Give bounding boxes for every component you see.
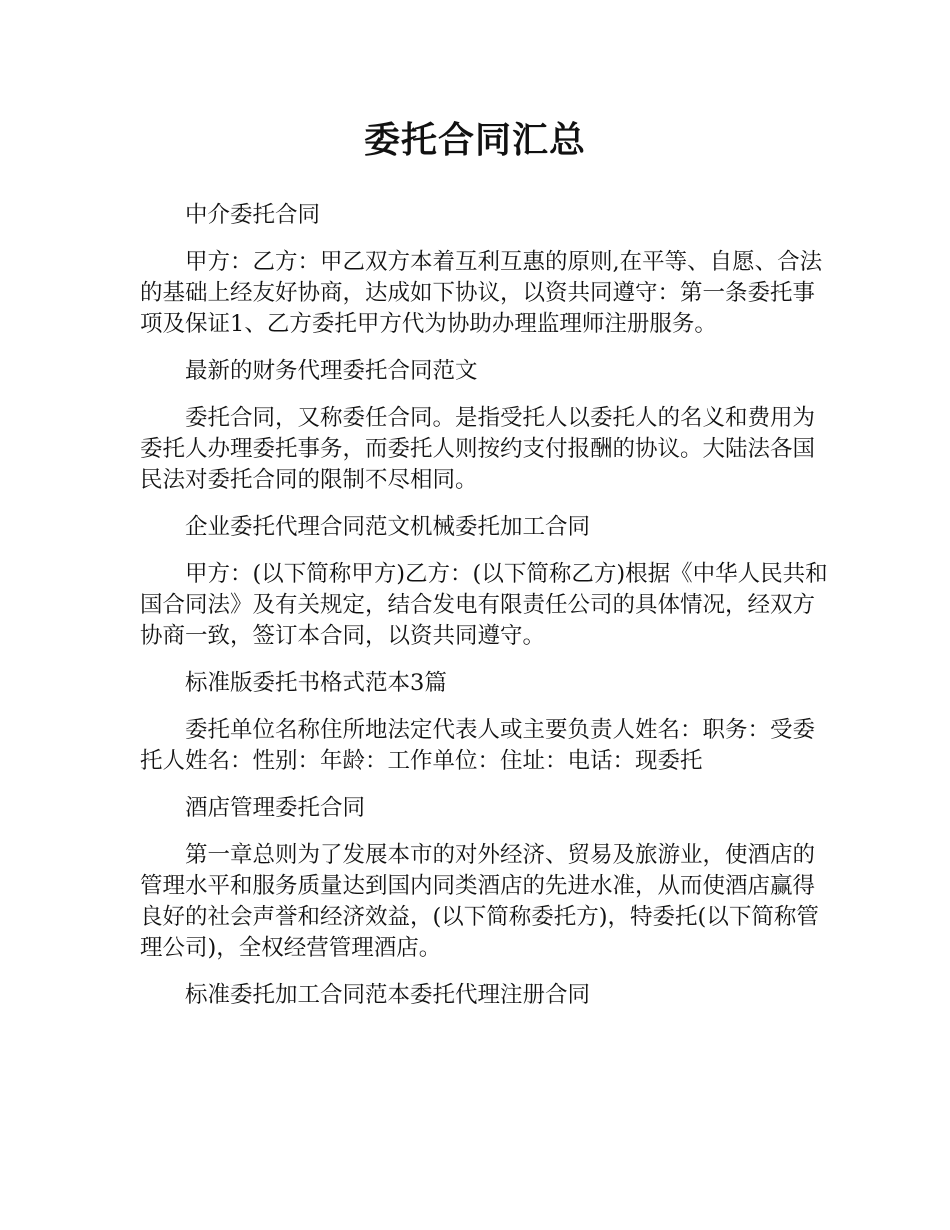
section-paragraph: 甲方：(以下简称甲方)乙方：(以下简称乙方)根据《中华人民共和国合同法》及有关规定，结合发电有限责任公司的具体情况，经双方协商一致，签订本合同，以资共同遵守。 (140, 561, 828, 649)
section-heading: 最新的财务代理委托合同范文 (185, 358, 478, 384)
section-heading: 中介委托合同 (185, 202, 321, 228)
document-title: 委托合同汇总 (363, 120, 586, 161)
section-heading: 标准版委托书格式范本3篇 (185, 670, 447, 696)
section-paragraph: 委托合同，又称委任合同。是指受托人以委托人的名义和费用为委托人办理委托事务，而委托人则按约支付报酬的协议。大陆法各国民法对委托合同的限制不尽相同。 (140, 405, 816, 493)
section-heading: 酒店管理委托合同 (185, 795, 366, 821)
section-paragraph: 委托单位名称住所地法定代表人或主要负责人姓名：职务：受委托人姓名：性别：年龄：工作单位：住址：电话：现委托 (140, 717, 816, 774)
document-body (140, 200, 830, 1027)
section-paragraph: 第一章总则为了发展本市的对外经济、贸易及旅游业，使酒店的管理水平和服务质量达到国内同类酒店的先进水准，从而使酒店赢得良好的社会声誉和经济效益，(以下简称委托方)，特委托(以下简称管理公司)，全权经营管理酒店。 (140, 842, 819, 961)
section-heading: 企业委托代理合同范文机械委托加工合同 (185, 514, 591, 540)
section-heading: 标准委托加工合同范本委托代理注册合同 (185, 982, 591, 1008)
section-paragraph: 甲方：乙方：甲乙双方本着互利互惠的原则,在平等、自愿、合法的基础上经友好协商，达成如下协议，以资共同遵守：第一条委托事项及保证1、乙方委托甲方代为协助办理监理师注册服务。 (140, 249, 823, 337)
